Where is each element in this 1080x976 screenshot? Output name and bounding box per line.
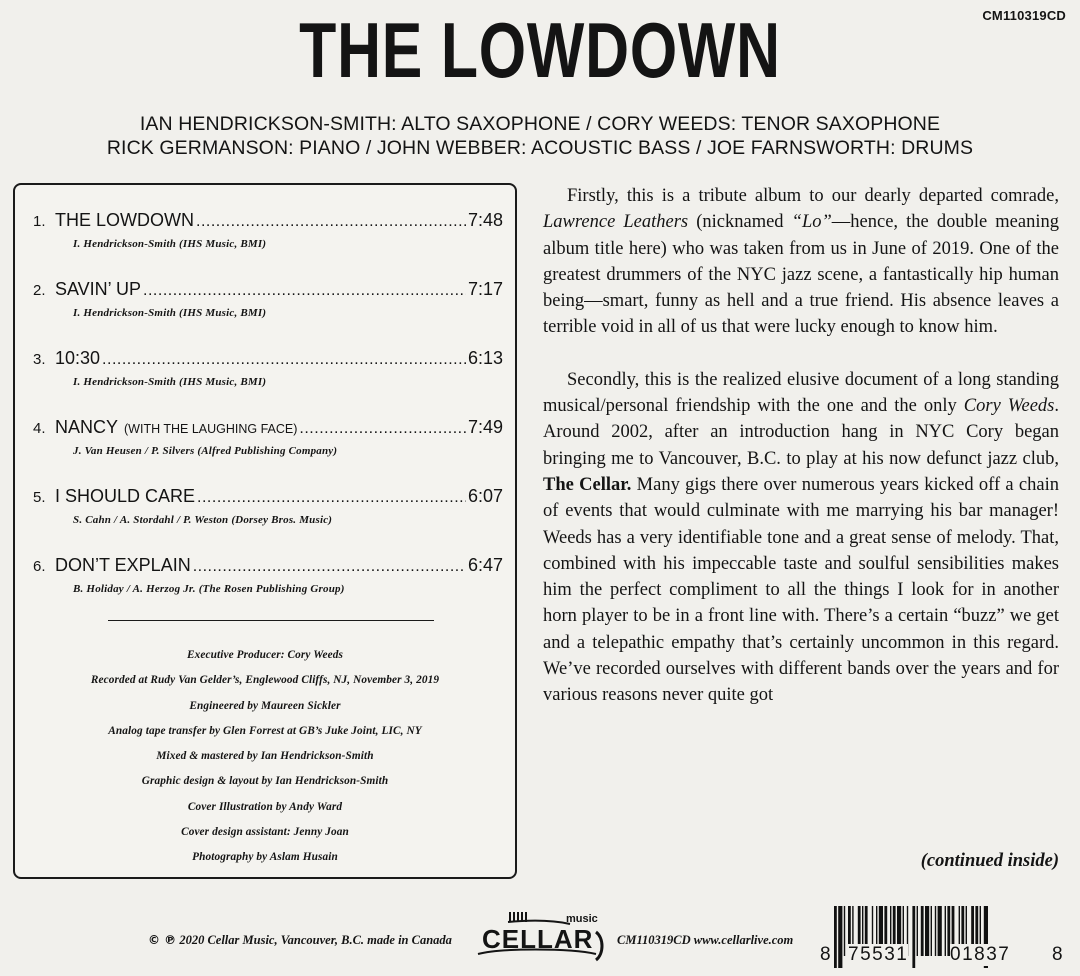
dot-leader bbox=[102, 349, 466, 371]
track-number: 2. bbox=[33, 282, 46, 299]
credit-line: Cover Illustration by Andy Ward bbox=[187, 800, 343, 813]
personnel-line: RICK GERMANSON: PIANO / JOHN WEBBER: ACOUSTIC BASS / JOE FARNSWORTH: DRUMS bbox=[106, 137, 974, 159]
track-item bbox=[33, 209, 503, 250]
track-time: 7:48 bbox=[467, 210, 503, 230]
credit-line: Engineered by Maureen Sickler bbox=[189, 699, 341, 712]
liner-paragraph: Firstly, this is a tribute album to our dearly departed comrade, Lawrence Leathers (nicknamed “Lo”—hence, the double meaning album title here) who was taken from us in June of 2019. One of the greatest drummers of the NYC jazz scene, a fantastically hip human being—smart, funny as hell and a true friend. His absence leaves a terrible void in all of us that were lucky enough to know him. bbox=[543, 186, 1059, 338]
copyright-text: 2020 Cellar Music, Vancouver, B.C. made in Canada bbox=[179, 933, 452, 947]
credit-line: Graphic design & layout by Ian Hendrickson-Smith bbox=[141, 775, 389, 788]
catalog-number: CM110319CD bbox=[982, 8, 1066, 23]
track-number: 4. bbox=[33, 420, 46, 437]
logo-word: CELLAR bbox=[482, 924, 594, 954]
credit-line: Photography by Aslam Husain bbox=[192, 851, 338, 864]
track-item bbox=[33, 485, 503, 526]
track-time: 7:49 bbox=[467, 417, 503, 437]
credit-line: Executive Producer: Cory Weeds bbox=[186, 649, 343, 661]
track-item bbox=[33, 554, 503, 595]
barcode-digit: 8 bbox=[820, 944, 833, 965]
barcode-digit: 8 bbox=[1052, 944, 1065, 965]
track-number: 5. bbox=[33, 489, 46, 506]
production-credits bbox=[15, 643, 515, 871]
tracklist-box bbox=[13, 183, 517, 879]
track-credit: I. Hendrickson-Smith (IHS Music, BMI) bbox=[73, 376, 267, 388]
personnel bbox=[0, 112, 1080, 160]
name-emphasis: Cory Weeds bbox=[963, 396, 1055, 417]
track-time: 6:47 bbox=[467, 555, 503, 575]
track-title: I SHOULD CARE bbox=[55, 486, 196, 506]
barcode-digit: 75531 bbox=[848, 944, 909, 965]
personnel-line: IAN HENDRICKSON-SMITH: ALTO SAXOPHONE / CORY WEEDS: TENOR SAXOPHONE bbox=[139, 113, 941, 135]
track-item bbox=[33, 416, 503, 457]
track-number: 3. bbox=[33, 351, 46, 368]
track-time: 6:13 bbox=[467, 348, 503, 368]
logo-small-word: music bbox=[566, 913, 598, 925]
album-title: THE LOWDOWN bbox=[299, 6, 781, 94]
track-credit: I. Hendrickson-Smith (IHS Music, BMI) bbox=[73, 307, 267, 319]
liner-paragraph: Secondly, this is the realized elusive document of a long standing musical/personal friendship with the one and the only Cory Weeds. Around 2002, after an introduction hang in NYC Cory began bringing me to Vancouver, B.C. to play at his now defunct jazz club, The Cellar. Many gigs there over numerous years kicked off a chain of events that would culminate with me marrying his bar manager! Weeds has a very identifiable tone and a great sense of melody. That, combined with his impeccable taste and soulful sensibilities makes him the perfect compliment to all the things I look for in another horn player to be in a front line with. There’s a certain “buzz” we get and a telepathic empathy that’s certainly uncommon in this regard. We’ve recorded ourselves with different bands over the years and for various reasons never quite got bbox=[543, 369, 1059, 706]
barcode-digit: 01837 bbox=[950, 944, 1011, 965]
track-credit: J. Van Heusen / P. Silvers (Alfred Publishing Company) bbox=[73, 445, 338, 457]
credit-line: Cover design assistant: Jenny Joan bbox=[181, 826, 349, 839]
dot-leader bbox=[143, 280, 466, 302]
track-item bbox=[33, 278, 503, 319]
track-subtitle: (WITH THE LAUGHING FACE) bbox=[124, 422, 298, 436]
track-title: THE LOWDOWN bbox=[55, 210, 194, 230]
track-time: 6:07 bbox=[467, 486, 503, 506]
credit-line: Mixed & mastered by Ian Hendrickson-Smith bbox=[156, 750, 374, 763]
continued-note: (continued inside) bbox=[920, 851, 1059, 871]
track-item bbox=[33, 347, 503, 388]
divider bbox=[108, 620, 434, 621]
dot-leader bbox=[299, 418, 466, 440]
credit-line: Recorded at Rudy Van Gelder’s, Englewood Cliffs, NJ, November 3, 2019 bbox=[90, 674, 440, 687]
copyright-symbols: © ℗ bbox=[148, 933, 177, 947]
dot-leader bbox=[197, 487, 466, 509]
credit-line: Analog tape transfer by Glen Forrest at GB’s Juke Joint, LIC, NY bbox=[108, 724, 422, 737]
track-number: 6. bbox=[33, 558, 46, 575]
track-credit: I. Hendrickson-Smith (IHS Music, BMI) bbox=[73, 238, 267, 250]
track-number: 1. bbox=[33, 213, 46, 230]
cellar-music-logo bbox=[470, 908, 610, 964]
nickname-emphasis: “Lo” bbox=[791, 212, 832, 233]
track-title: DON’T EXPLAIN bbox=[55, 555, 191, 575]
dot-leader bbox=[196, 211, 466, 233]
track-credit: B. Holiday / A. Herzog Jr. (The Rosen Publishing Group) bbox=[73, 583, 345, 595]
track-time: 7:17 bbox=[467, 279, 503, 299]
name-emphasis: Lawrence Leathers bbox=[543, 212, 689, 233]
dot-leader bbox=[193, 556, 466, 578]
track-title: 10:30 bbox=[55, 348, 101, 368]
liner-notes bbox=[543, 183, 1059, 871]
track-title: SAVIN’ UP bbox=[55, 279, 142, 299]
track-credit: S. Cahn / A. Stordahl / P. Weston (Dorsey Bros. Music) bbox=[73, 514, 333, 526]
track-title: NANCY bbox=[55, 417, 119, 437]
copyright bbox=[148, 933, 452, 948]
catalog-and-website: CM110319CD www.cellarlive.com bbox=[617, 933, 794, 947]
club-emphasis: The Cellar. bbox=[543, 474, 632, 495]
